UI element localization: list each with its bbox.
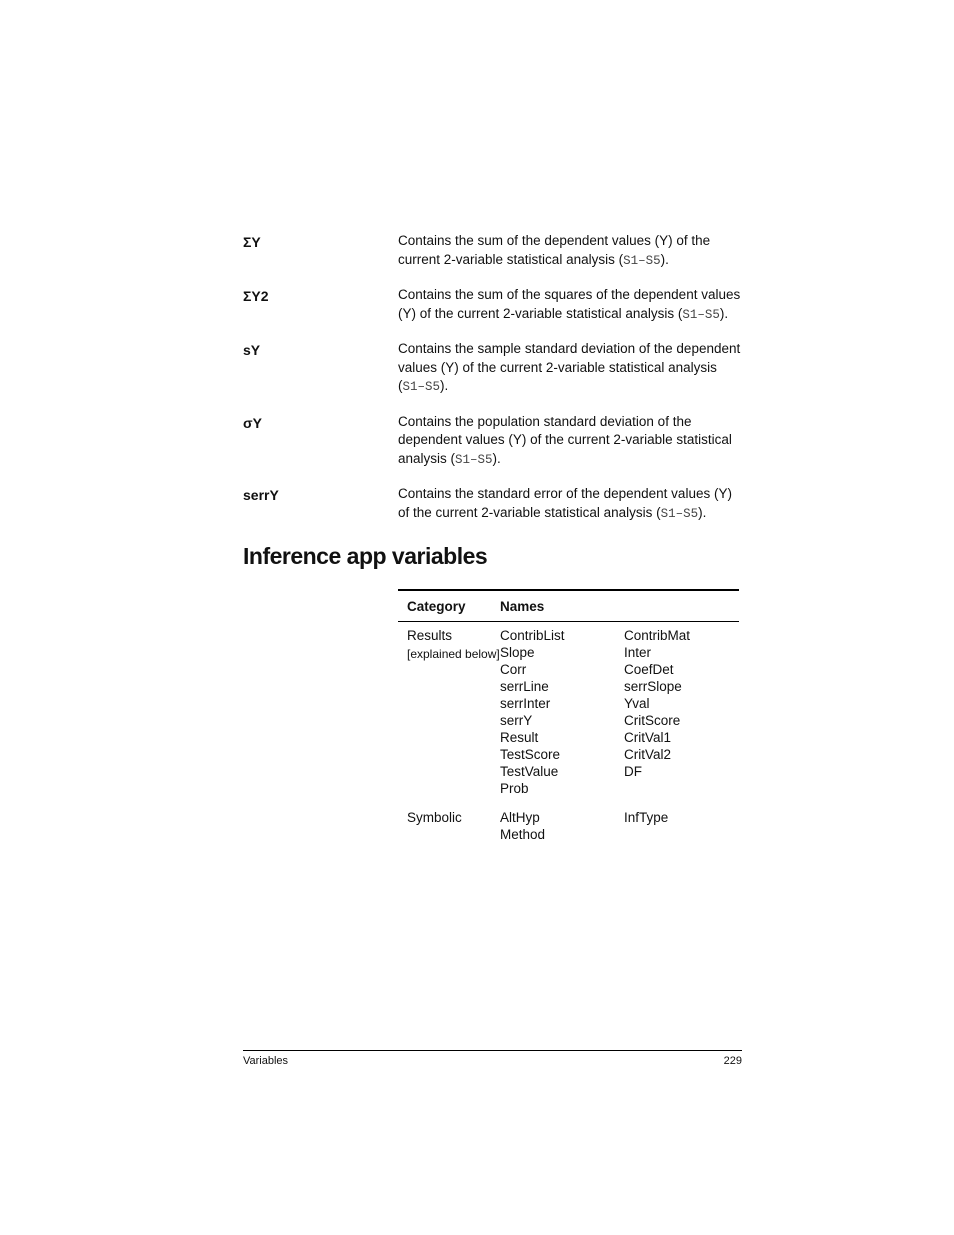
definition-term: σY (243, 414, 262, 431)
definition-entry (243, 232, 743, 270)
code-range: S1–S5 (402, 380, 441, 394)
section-heading: Inference app variables (243, 543, 488, 569)
variable-name: InfType (624, 810, 669, 825)
variable-name: DF (624, 764, 642, 779)
variable-name: Yval (624, 696, 650, 711)
variable-name: Slope (500, 645, 535, 660)
variable-name: serrLine (500, 679, 549, 694)
row-category: Symbolic (407, 810, 462, 825)
definition-list (243, 232, 743, 539)
variable-name: ContribList (500, 628, 565, 643)
variable-name: Inter (624, 645, 652, 660)
definition-entry (243, 485, 743, 523)
code-range: S1–S5 (682, 307, 720, 322)
names-column-2 (624, 809, 739, 843)
definition-entry (243, 286, 743, 324)
variable-name: Result (500, 730, 539, 745)
variable-name: CritScore (624, 713, 681, 728)
row-category: Results (407, 628, 453, 643)
definition-entry (243, 340, 743, 397)
footer-rule (243, 1050, 742, 1051)
table-row (398, 797, 739, 843)
definition-text: Contains the sample standard deviation of the dependent values (Y) of the current 2-variable statistical analysis (S1–S5). (398, 341, 741, 394)
row-note: [explained below] (407, 647, 500, 661)
variable-name: serrY (500, 713, 533, 728)
code-range: S1–S5 (623, 253, 661, 268)
variable-name: ContribMat (624, 628, 691, 643)
definition-term: sY (243, 342, 261, 358)
definition-text: Contains the sum of the dependent values (Y) of the current 2-variable statistical analysis (S1–S5). (398, 233, 711, 268)
variables-table (398, 589, 739, 843)
names-column-1 (500, 627, 624, 797)
code-range: S1–S5 (660, 506, 699, 521)
definition-text: Contains the standard error of the dependent values (Y) of the current 2-variable statistical analysis (S1–S5). (398, 486, 732, 521)
variable-name: CritVal2 (624, 747, 672, 762)
names-column-1 (500, 809, 624, 843)
variable-name: serrInter (500, 696, 551, 711)
definition-term: serrY (243, 487, 279, 503)
variable-name: TestScore (500, 747, 561, 762)
variable-name: Corr (500, 662, 527, 677)
page-number: 229 (723, 1055, 742, 1067)
variable-name: serrSlope (624, 679, 682, 694)
variable-name: Prob (500, 781, 529, 796)
definition-text: Contains the sum of the squares of the dependent values (Y) of the current 2-variable statistical analysis (S1–S5). (398, 287, 741, 322)
table-row (398, 622, 739, 797)
definition-term: ΣY (243, 234, 261, 250)
definition-entry (243, 413, 743, 470)
code-range: S1–S5 (455, 452, 493, 467)
variable-name: AltHyp (500, 810, 540, 825)
footer-section: Variables (243, 1055, 289, 1067)
table-header (398, 591, 739, 622)
names-column-2 (624, 627, 739, 797)
definition-term: ΣY2 (243, 288, 269, 304)
variable-name: CoefDet (624, 662, 674, 677)
definition-text: Contains the population standard deviation of the dependent values (Y) of the current 2-variable statistical analysis (S1–S5). (398, 413, 732, 467)
variable-name: TestValue (500, 764, 559, 779)
variable-name: Method (500, 827, 546, 842)
variable-name: CritVal1 (624, 730, 672, 745)
header-names: Names (500, 598, 545, 614)
header-category: Category (407, 598, 466, 614)
